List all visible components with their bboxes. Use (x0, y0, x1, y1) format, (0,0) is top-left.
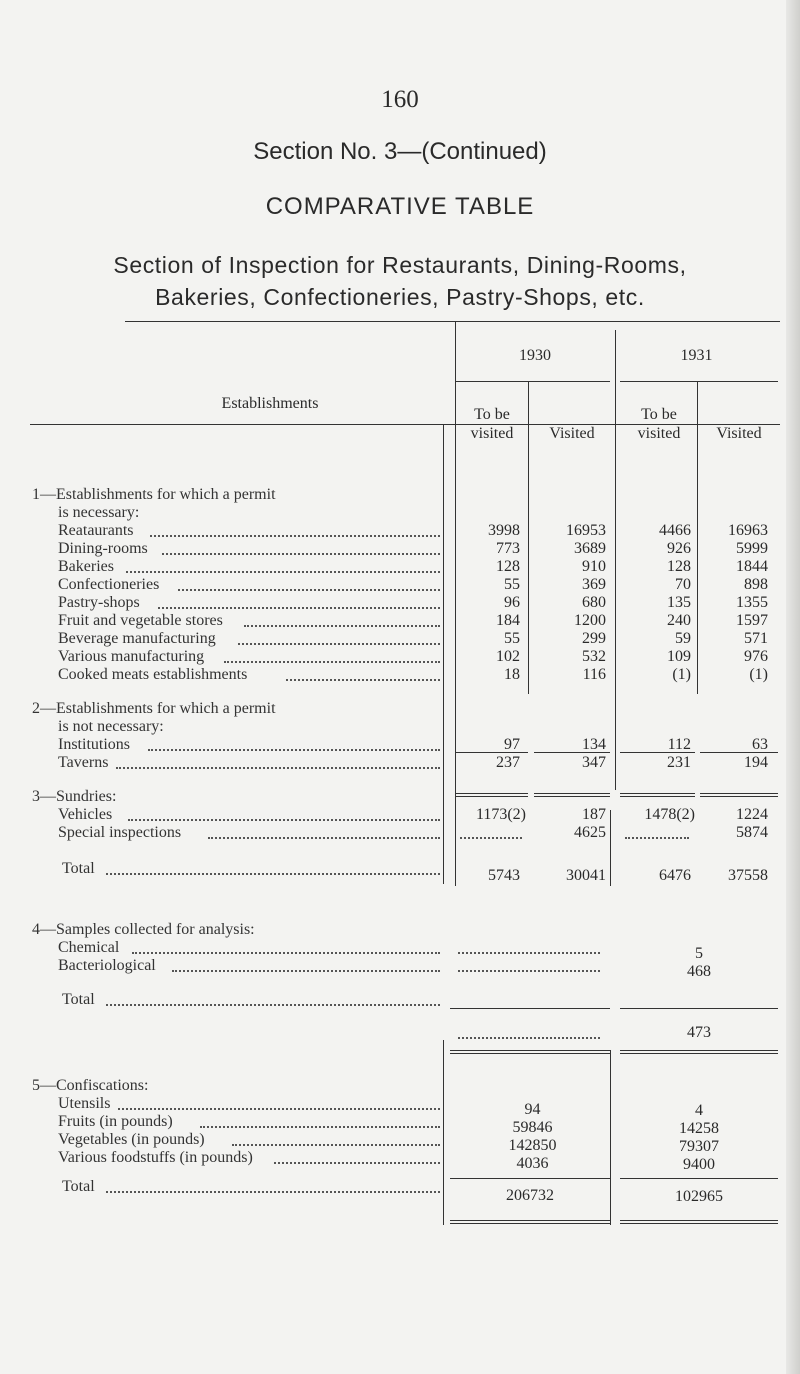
row-label: Various foodstuffs (in pounds) (58, 1149, 253, 1166)
row-label: Total (62, 1178, 95, 1195)
cell-1931-to-be-visited: 135 (667, 594, 691, 611)
cell-1930-visited: 187 (582, 806, 606, 823)
row-label: Beverage manufacturing (58, 630, 216, 647)
cell-1931-to-be-visited: 926 (667, 540, 691, 557)
cell-1931-visited: 1597 (736, 612, 768, 629)
cell-1930-visited: 1200 (574, 612, 606, 629)
cell-1930-to-be-visited: 3998 (488, 522, 520, 539)
row-label: Dining-rooms (58, 540, 148, 557)
cell-1931: 5 (695, 945, 703, 962)
cell-1931-to-be-visited: 128 (667, 558, 691, 575)
cell-1930-to-be-visited: 102 (496, 648, 520, 665)
cell-1930-to-be-visited: 773 (496, 540, 520, 557)
cell-1930-to-be-visited-blank (460, 837, 522, 839)
cell-1931-to-be-visited-blank (625, 837, 689, 839)
cell-1930-to-be-visited: 237 (496, 754, 520, 771)
cell-1930-to-be-visited: 96 (504, 594, 520, 611)
cell-1931-to-be-visited: 1478(2) (644, 806, 695, 823)
cell-1931-to-be-visited: 231 (667, 754, 691, 771)
cell-1930-blank (458, 952, 600, 954)
cell-1930-visited: 910 (582, 558, 606, 575)
cell-1930-to-be-visited: 55 (504, 630, 520, 647)
row-label: Chemical (58, 939, 120, 956)
group-5-title: 5—Confiscations: (32, 1077, 149, 1094)
cell-1931-visited: 1844 (736, 558, 768, 575)
cell-1930-visited: 116 (582, 666, 606, 683)
cell-1931: 4 (695, 1102, 703, 1119)
subtitle-line-2: Bakeries, Confectioneries, Pastry-Shops, etc. (155, 284, 645, 310)
row-label: Institutions (58, 736, 131, 753)
total-1930-blank (458, 1037, 600, 1039)
total-1930: 206732 (506, 1187, 554, 1204)
group-2-title-line-1: 2—Establishments for which a permit (32, 700, 276, 717)
cell-1930-to-be-visited: 18 (504, 666, 520, 683)
cell-1930: 142850 (508, 1137, 557, 1154)
row-label: Taverns (58, 754, 109, 771)
cell-1930-visited: 532 (582, 648, 606, 665)
total-1931-to-be-visited: 6476 (659, 867, 691, 884)
cell-1930-visited: 369 (582, 576, 606, 593)
cell-1931-to-be-visited: 112 (667, 736, 691, 753)
cell-1931-visited: 571 (744, 630, 768, 647)
cell-1931-visited: 5999 (736, 540, 768, 557)
cell-1931-to-be-visited: 240 (667, 612, 691, 629)
cell-1931: 14258 (679, 1120, 719, 1137)
cell-1931-visited: 16963 (728, 522, 768, 539)
total-1930-to-be-visited: 5743 (488, 867, 520, 884)
cell-1931: 9400 (683, 1156, 715, 1173)
header-year-1930: 1930 (519, 347, 551, 364)
cell-1931: 79307 (679, 1138, 719, 1155)
header-1931-visited: Visited (716, 425, 762, 442)
group-1-title-line-2: is necessary: (58, 504, 140, 521)
cell-1930-to-be-visited: 55 (504, 576, 520, 593)
row-label: Various manufacturing (58, 648, 205, 665)
cell-1931-visited: 976 (744, 648, 768, 665)
cell-1930-visited: 16953 (566, 522, 606, 539)
total-1931-visited: 37558 (728, 867, 768, 884)
cell-1930: 4036 (516, 1155, 549, 1172)
cell-1930-visited: 134 (582, 736, 606, 753)
row-label: Confectioneries (58, 576, 160, 593)
total-1931: 473 (687, 1024, 711, 1041)
cell-1930-visited: 680 (582, 594, 606, 611)
cell-1930-visited: 299 (582, 630, 606, 647)
row-label: Bakeries (58, 558, 114, 575)
header-establishments: Establishments (221, 395, 319, 412)
header-year-1931: 1931 (680, 347, 713, 364)
group-2-title-line-2: is not necessary: (58, 718, 164, 735)
row-label: Vehicles (58, 806, 113, 823)
group-3-title: 3—Sundries: (32, 788, 117, 805)
total-1931: 102965 (675, 1188, 723, 1205)
cell-1930-visited: 347 (582, 754, 606, 771)
cell-1931-visited: 5874 (736, 824, 768, 841)
cell-1931-visited: (1) (749, 666, 768, 683)
row-label: Bacteriological (58, 957, 156, 974)
cell-1931-to-be-visited: 109 (667, 648, 691, 665)
cell-1931-to-be-visited: 4466 (659, 522, 691, 539)
row-label: Utensils (58, 1095, 111, 1112)
total-1930-visited: 30041 (566, 867, 606, 884)
cell-1931-visited: 194 (744, 754, 768, 771)
cell-1931: 468 (687, 963, 711, 980)
cell-1930-to-be-visited: 97 (504, 736, 520, 753)
row-label: Pastry-shops (58, 594, 140, 611)
group-1-title-line-1: 1—Establishments for which a permit (32, 486, 276, 503)
row-label: Fruit and vegetable stores (58, 612, 223, 629)
cell-1931-visited: 1355 (736, 594, 768, 611)
table-title: COMPARATIVE TABLE (265, 193, 535, 220)
row-label: Total (62, 991, 95, 1008)
cell-1930: 59846 (512, 1119, 553, 1136)
cell-1931-visited: 898 (744, 576, 768, 593)
cell-1931-visited: 63 (752, 736, 768, 753)
header-1931-to-be-visited: To be visited (637, 406, 681, 442)
row-label: Reataurants (58, 522, 134, 539)
cell-1931-visited: 1224 (736, 806, 768, 823)
subtitle-line-1: Section of Inspection for Restaurants, Dining-Rooms, (113, 252, 687, 278)
header-1930-to-be-visited: To be visited (470, 406, 514, 442)
row-label: Fruits (in pounds) (58, 1113, 173, 1130)
row-label: Cooked meats establishments (58, 666, 248, 683)
cell-1930-to-be-visited: 184 (496, 612, 520, 629)
row-label: Total (62, 860, 95, 877)
cell-1930: 94 (524, 1101, 541, 1118)
header-1930-visited: Visited (549, 425, 595, 442)
cell-1931-to-be-visited: (1) (672, 666, 691, 683)
row-label: Vegetables (in pounds) (58, 1131, 205, 1148)
section-title: Section No. 3—(Continued) (253, 138, 547, 165)
cell-1930-blank (458, 970, 600, 972)
cell-1930-to-be-visited: 1173(2) (475, 806, 526, 823)
cell-1930-visited: 3689 (574, 540, 606, 557)
page-number: 160 (381, 86, 419, 113)
cell-1931-to-be-visited: 70 (675, 576, 691, 593)
cell-1930-visited: 4625 (574, 824, 606, 841)
group-4-title: 4—Samples collected for analysis: (32, 921, 255, 938)
row-label: Special inspections (58, 824, 182, 841)
cell-1931-to-be-visited: 59 (675, 630, 691, 647)
cell-1930-to-be-visited: 128 (496, 558, 520, 575)
